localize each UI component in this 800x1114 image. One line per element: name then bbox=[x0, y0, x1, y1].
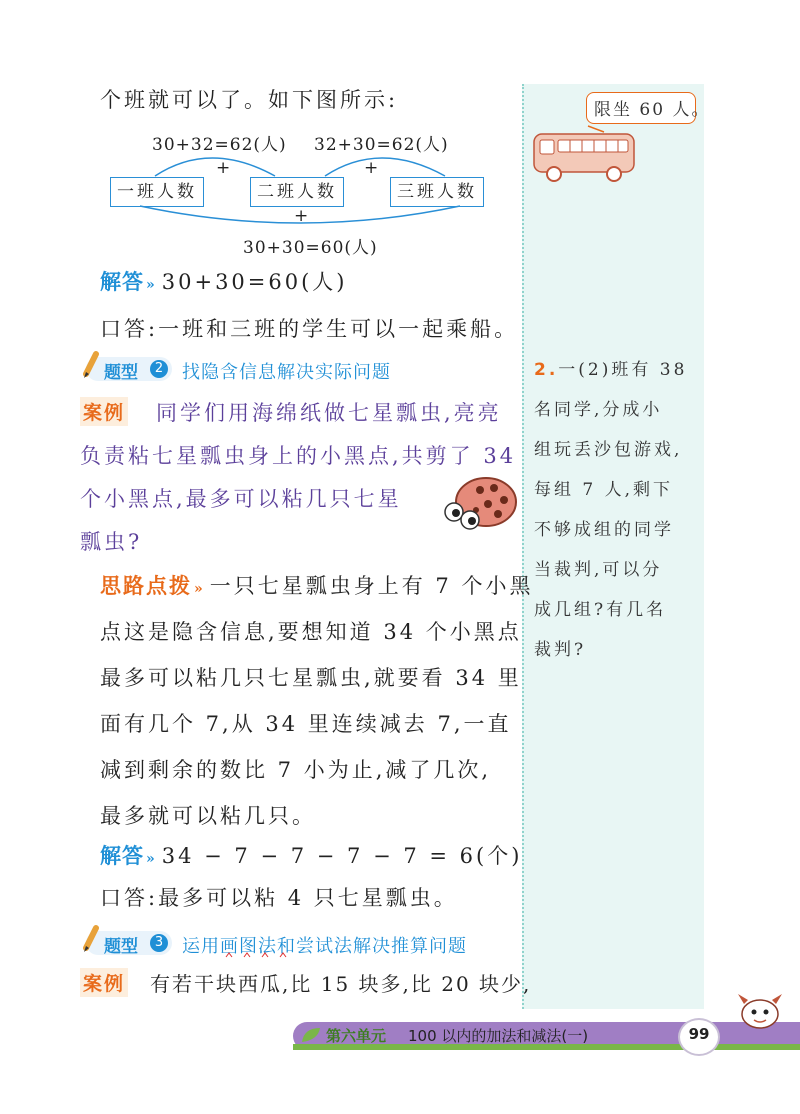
hint-line bbox=[100, 570, 533, 600]
page-number: 99 bbox=[688, 1025, 710, 1043]
case-line: 有若干块西瓜,比 15 块多,比 20 块少, bbox=[150, 972, 532, 996]
hint-line: 面有几个 7,从 34 里连续减去 7,一直 bbox=[100, 712, 512, 736]
bus-icon bbox=[530, 124, 640, 186]
case-line: 瓢虫? bbox=[80, 530, 143, 554]
question-line: 裁判? bbox=[534, 640, 587, 660]
question-line: 每组 7 人,剩下 bbox=[534, 480, 674, 500]
case-label: 案例 bbox=[80, 968, 128, 997]
hint-line: 最多就可以粘几只。 bbox=[100, 804, 316, 828]
pencil-icon bbox=[80, 350, 102, 380]
ladybug-icon bbox=[440, 472, 520, 538]
chevron-icon: » bbox=[194, 581, 206, 597]
question-line: 名同学,分成小 bbox=[534, 400, 663, 420]
box-class-1: 一班人数 bbox=[110, 177, 204, 207]
answer-1 bbox=[100, 266, 348, 296]
answer-label: 解答 bbox=[100, 270, 144, 294]
hint-line: 点这是隐含信息,要想知道 34 个小黑点 bbox=[100, 620, 522, 644]
mascot-icon bbox=[730, 990, 790, 1030]
answer-text: 34 − 7 − 7 − 7 − 7 = 6(个) bbox=[161, 844, 523, 868]
question-line: 不够成组的同学 bbox=[534, 520, 674, 540]
question-number: 2. bbox=[534, 360, 559, 380]
chevron-icon: » bbox=[146, 277, 158, 293]
top-right-equation: 32+30=62(人) bbox=[314, 135, 449, 155]
type-number: 3 bbox=[150, 934, 168, 952]
type-number: 2 bbox=[150, 360, 168, 378]
case-line: 负责粘七星瓢虫身上的小黑点,共剪了 34 bbox=[80, 444, 517, 468]
case-label: 案例 bbox=[80, 397, 128, 426]
sidebar-question bbox=[534, 350, 694, 670]
type-title: 运用画图法和尝试法解决推算问题 bbox=[182, 936, 467, 957]
reply-1: 口答:一班和三班的学生可以一起乘船。 bbox=[100, 317, 519, 341]
pencil-icon bbox=[80, 924, 102, 954]
question-line: 成几组?有几名 bbox=[534, 600, 667, 620]
type-title: 找隐含信息解决实际问题 bbox=[182, 362, 391, 383]
answer-text: 30+30=60(人) bbox=[161, 270, 348, 294]
answer-2 bbox=[100, 840, 522, 870]
plus-sign: + bbox=[364, 158, 379, 178]
type-label: 题型 bbox=[104, 937, 138, 957]
hint-text: 一只七星瓢虫身上有 7 个小黑 bbox=[209, 574, 534, 598]
bottom-equation: 30+30=60(人) bbox=[243, 238, 378, 258]
intro-line: 个班就可以了。如下图所示: bbox=[100, 88, 399, 112]
type-label: 题型 bbox=[104, 363, 138, 383]
case-line: 个小黑点,最多可以粘几只七星 bbox=[80, 487, 402, 511]
chevron-icon: » bbox=[146, 851, 158, 867]
hint-line: 最多可以粘几只七星瓢虫,就要看 34 里 bbox=[100, 666, 522, 690]
top-left-equation: 30+32=62(人) bbox=[152, 135, 287, 155]
question-line: 当裁判,可以分 bbox=[534, 560, 663, 580]
footer-unit: 第六单元 bbox=[326, 1027, 387, 1045]
plus-sign: + bbox=[216, 158, 231, 178]
case-line: 同学们用海绵纸做七星瓢虫,亮亮 bbox=[156, 401, 502, 425]
answer-label: 解答 bbox=[100, 844, 144, 868]
hint-label: 思路点拨 bbox=[100, 574, 192, 598]
reply-2: 口答:最多可以粘 4 只七星瓢虫。 bbox=[100, 886, 458, 910]
plus-sign: + bbox=[294, 206, 309, 226]
hint-line: 减到剩余的数比 7 小为止,减了几次, bbox=[100, 758, 492, 782]
box-class-3: 三班人数 bbox=[390, 177, 484, 207]
footer-title: 100 以内的加法和减法(一) bbox=[408, 1027, 589, 1045]
question-line: 一(2)班有 38 bbox=[558, 360, 688, 380]
emphasis-dots bbox=[224, 952, 294, 958]
leaf-icon bbox=[300, 1026, 322, 1044]
question-line: 组玩丢沙包游戏, bbox=[534, 440, 683, 460]
box-class-2: 二班人数 bbox=[250, 177, 344, 207]
bus-bubble-text: 限坐 60 人。 bbox=[594, 100, 711, 120]
